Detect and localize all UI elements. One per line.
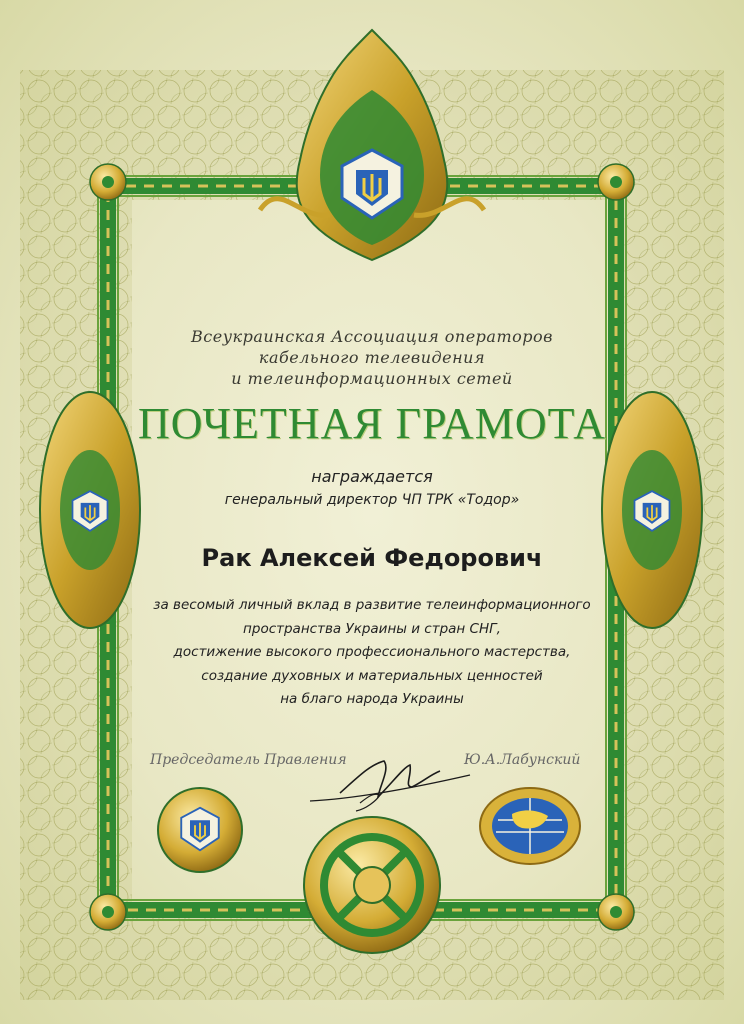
recipient-name: Рак Алексей Федорович	[201, 544, 543, 572]
celtic-knot-ornament-icon	[304, 817, 440, 953]
certificate-title: ПОЧЕТНАЯ ГРАМОТА	[137, 399, 607, 448]
awarded-label: награждается	[311, 467, 433, 486]
reason-line: пространства Украины и стран СНГ,	[243, 620, 501, 637]
reason-line: за весомый личный вклад в развитие телеинформационного	[153, 597, 591, 613]
signatory-title: Председатель Правления	[150, 752, 347, 768]
trident-emblem-icon	[340, 148, 404, 220]
association-name	[0, 326, 744, 389]
trident-emblem-icon	[180, 806, 220, 852]
reason-line: достижение высокого профессионального мастерства,	[173, 644, 571, 660]
globe-logo-icon	[478, 786, 582, 866]
award-reason	[0, 594, 744, 712]
reason-line: на благо народа Украины	[280, 691, 464, 707]
reason-line: создание духовных и материальных ценностей	[201, 667, 543, 684]
association-line: кабельного телевидения	[258, 348, 486, 367]
association-line: Всеукраинская Ассоциация операторов	[191, 327, 553, 346]
signatory-name: Ю.А.Лабунский	[464, 752, 581, 768]
association-line: и телеинформационных сетей	[231, 369, 513, 388]
recipient-position: генеральный директор ЧП ТРК «Тодор»	[224, 492, 520, 508]
handwritten-signature	[300, 745, 480, 815]
